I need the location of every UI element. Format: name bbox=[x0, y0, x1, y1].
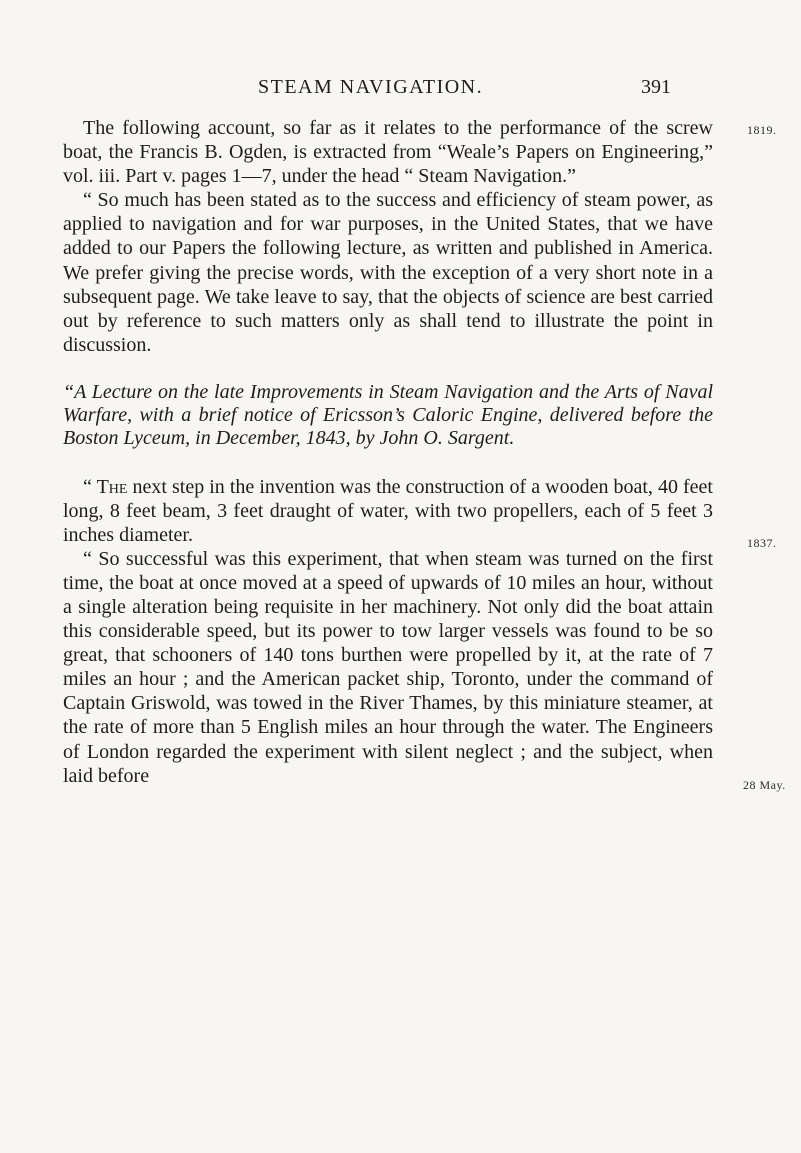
paragraph-wooden-boat-text: next step in the invention was the construction of a wooden boat, 40 feet long, 8 feet beam, 3 feet draught of water, with two propellers, each of 5 feet 3 inches diameter. bbox=[63, 475, 713, 546]
margin-note-date-28-may: 28 May. bbox=[743, 778, 786, 792]
margin-note-year-1819: 1819. bbox=[747, 123, 777, 137]
body-text bbox=[63, 116, 713, 788]
paragraph-experiment: “ So successful was this experiment, that when steam was turned on the first time, the boat at once moved at a speed of upwards of 10 miles an hour, without a single alteration being requisite in her machinery. Not only did the boat attain this considerable speed, but its power to tow larger vessels was found to be so great, that schooners of 140 tons burthen were propelled by it, at the rate of 7 miles an hour ; and the American packet ship, Toronto, under the command of Captain Griswold, was towed in the River Thames, by this miniature steamer, at the rate of more than 5 English miles an hour through the water. The Engineers of London regarded the experiment with silent neglect ; and the subject, when laid before bbox=[63, 547, 713, 787]
page-header bbox=[0, 76, 801, 106]
lecture-title: “A Lecture on the late Improvements in Steam Navigation and the Arts of Naval Warfare, with a brief notice of Ericsson’s Caloric Engine, delivered before the Boston Lyceum, in December, 1843, by John O. Sargent. bbox=[63, 380, 713, 450]
small-caps-opening: “ The bbox=[83, 475, 128, 498]
running-head: STEAM NAVIGATION. bbox=[258, 76, 484, 98]
paragraph-weales-papers: The following account, so far as it relates to the performance of the screw boat, the Francis B. Ogden, is extracted from “Weale’s Papers on Engineering,” vol. iii. Part v. pages 1—7, under the head “ Steam Navigation.” bbox=[63, 117, 713, 188]
margin-note-year-1837: 1837. bbox=[747, 536, 777, 550]
paragraph-editorial-note: “ So much has been stated as to the success and efficiency of steam power, as applied to navigation and for war purposes, in the United States, that we have added to our Papers the following lecture, as written and published in America. We prefer giving the precise words, with the exception of a very short note in a subsequent page. We take leave to say, that the objects of science are best carried out by reference to such matters only as shall tend to illustrate the point in discussion. bbox=[63, 189, 713, 356]
page-number: 391 bbox=[641, 76, 671, 98]
paragraph-wooden-boat bbox=[63, 475, 713, 547]
